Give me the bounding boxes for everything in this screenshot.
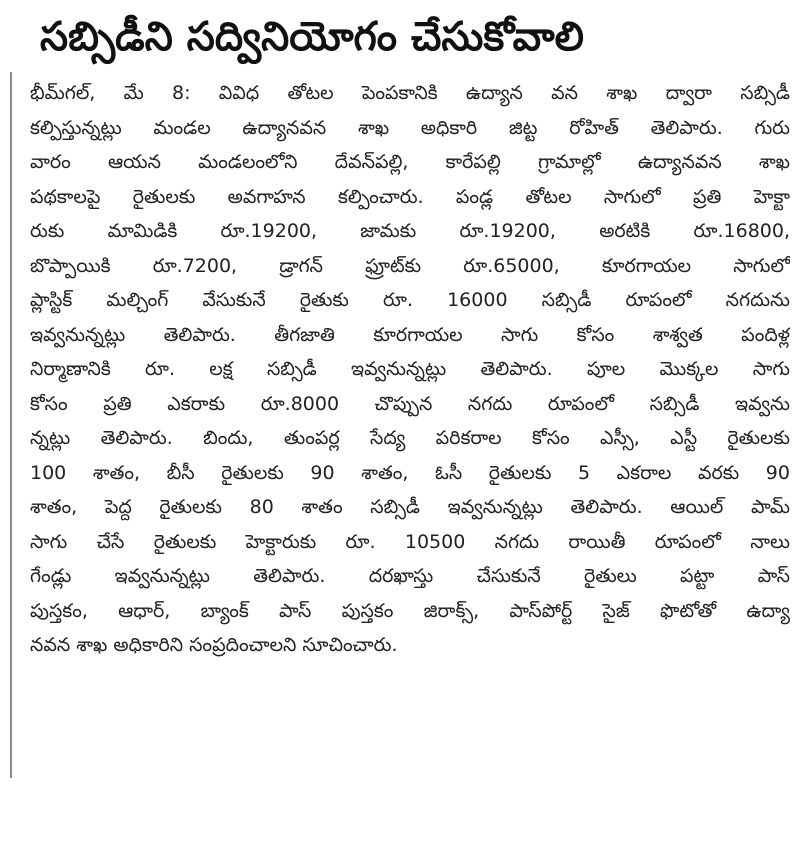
body-line: రుకు మామిడికి రూ.19200, జామకు రూ.19200, అరటికి రూ.16800, (30, 220, 790, 242)
body-line: పుస్తకం, ఆధార్, బ్యాంక్ పాస్ పుస్తకం జిరాక్స్, పాస్‌పోర్ట్ సైజ్ ఫొటోతో ఉద్యా (30, 599, 790, 622)
body-line: బొప్పాయికి రూ.7200, డ్రాగన్ ఫ్రూట్‌కు రూ.65000, కూరగాయల సాగులో (30, 254, 790, 277)
body-line: కోసం ప్రతి ఎకరాకు రూ.8000 చొప్పున నగదు రూపంలో సబ్సిడీ ఇవ్వను (30, 392, 790, 415)
article-body (30, 76, 790, 663)
body-line: సాగు చేసే రైతులకు హెక్టారుకు రూ. 10500 నగదు రాయితీ రూపంలో నాలు (30, 530, 790, 553)
body-line: న్నట్లు తెలిపారు. బిందు, తుంపర్ల సేద్య పరికరాల కోసం ఎస్సీ, ఎస్టీ రైతులకు (30, 427, 790, 449)
body-line: శాతం, పెద్ద రైతులకు 80 శాతం సబ్సిడీ ఇవ్వనున్నట్లు తెలిపారు. ఆయిల్ పామ్ (30, 496, 790, 518)
body-line: పథకాలపై రైతులకు అవగాహన కల్పించారు. పండ్ల తోటల సాగులో ప్రతి హెక్టా (30, 185, 790, 208)
article-headline: సబ్సిడీని సద్వినియోగం చేసుకోవాలి (40, 14, 584, 60)
body-line: గేండ్లు ఇవ్వనున్నట్లు తెలిపారు. దరఖాస్తు చేసుకునే రైతులు పట్టా పాస్ (30, 565, 790, 587)
body-line: వారం ఆయన మండలంలోని దేవన్‌పల్లి, కారేపల్లి గ్రామాల్లో ఉద్యానవన శాఖ (30, 151, 790, 173)
body-line: నవన శాఖ అధికారిని సంప్రదించాలని సూచించారు. (30, 634, 398, 656)
body-line: ప్లాస్టిక్ మల్చింగ్ వేసుకునే రైతుకు రూ. 16000 సబ్సిడీ రూపంలో నగదును (30, 289, 790, 311)
column-rule (10, 72, 12, 778)
body-line: కల్పిస్తున్నట్లు మండల ఉద్యానవన శాఖ అధికారి జిట్ట రోహిత్ తెలిపారు. గురు (30, 116, 790, 139)
body-line: నిర్మాణానికి రూ. లక్ష సబ్సిడీ ఇవ్వనున్నట్లు తెలిపారు. పూల మొక్కల సాగు (30, 358, 790, 380)
body-line: 100 శాతం, బీసీ రైతులకు 90 శాతం, ఓసీ రైతులకు 5 ఎకరాల వరకు 90 (30, 461, 790, 484)
body-line: ఇవ్వనున్నట్లు తెలిపారు. తీగజాతి కూరగాయల సాగు కోసం శాశ్వత పందిళ్ల (30, 323, 790, 346)
body-line: భీమ్‌గల్, మే 8: వివిధ తోటల పెంపకానికి ఉద్యాన వన శాఖ ద్వారా సబ్సిడీ (30, 82, 790, 104)
